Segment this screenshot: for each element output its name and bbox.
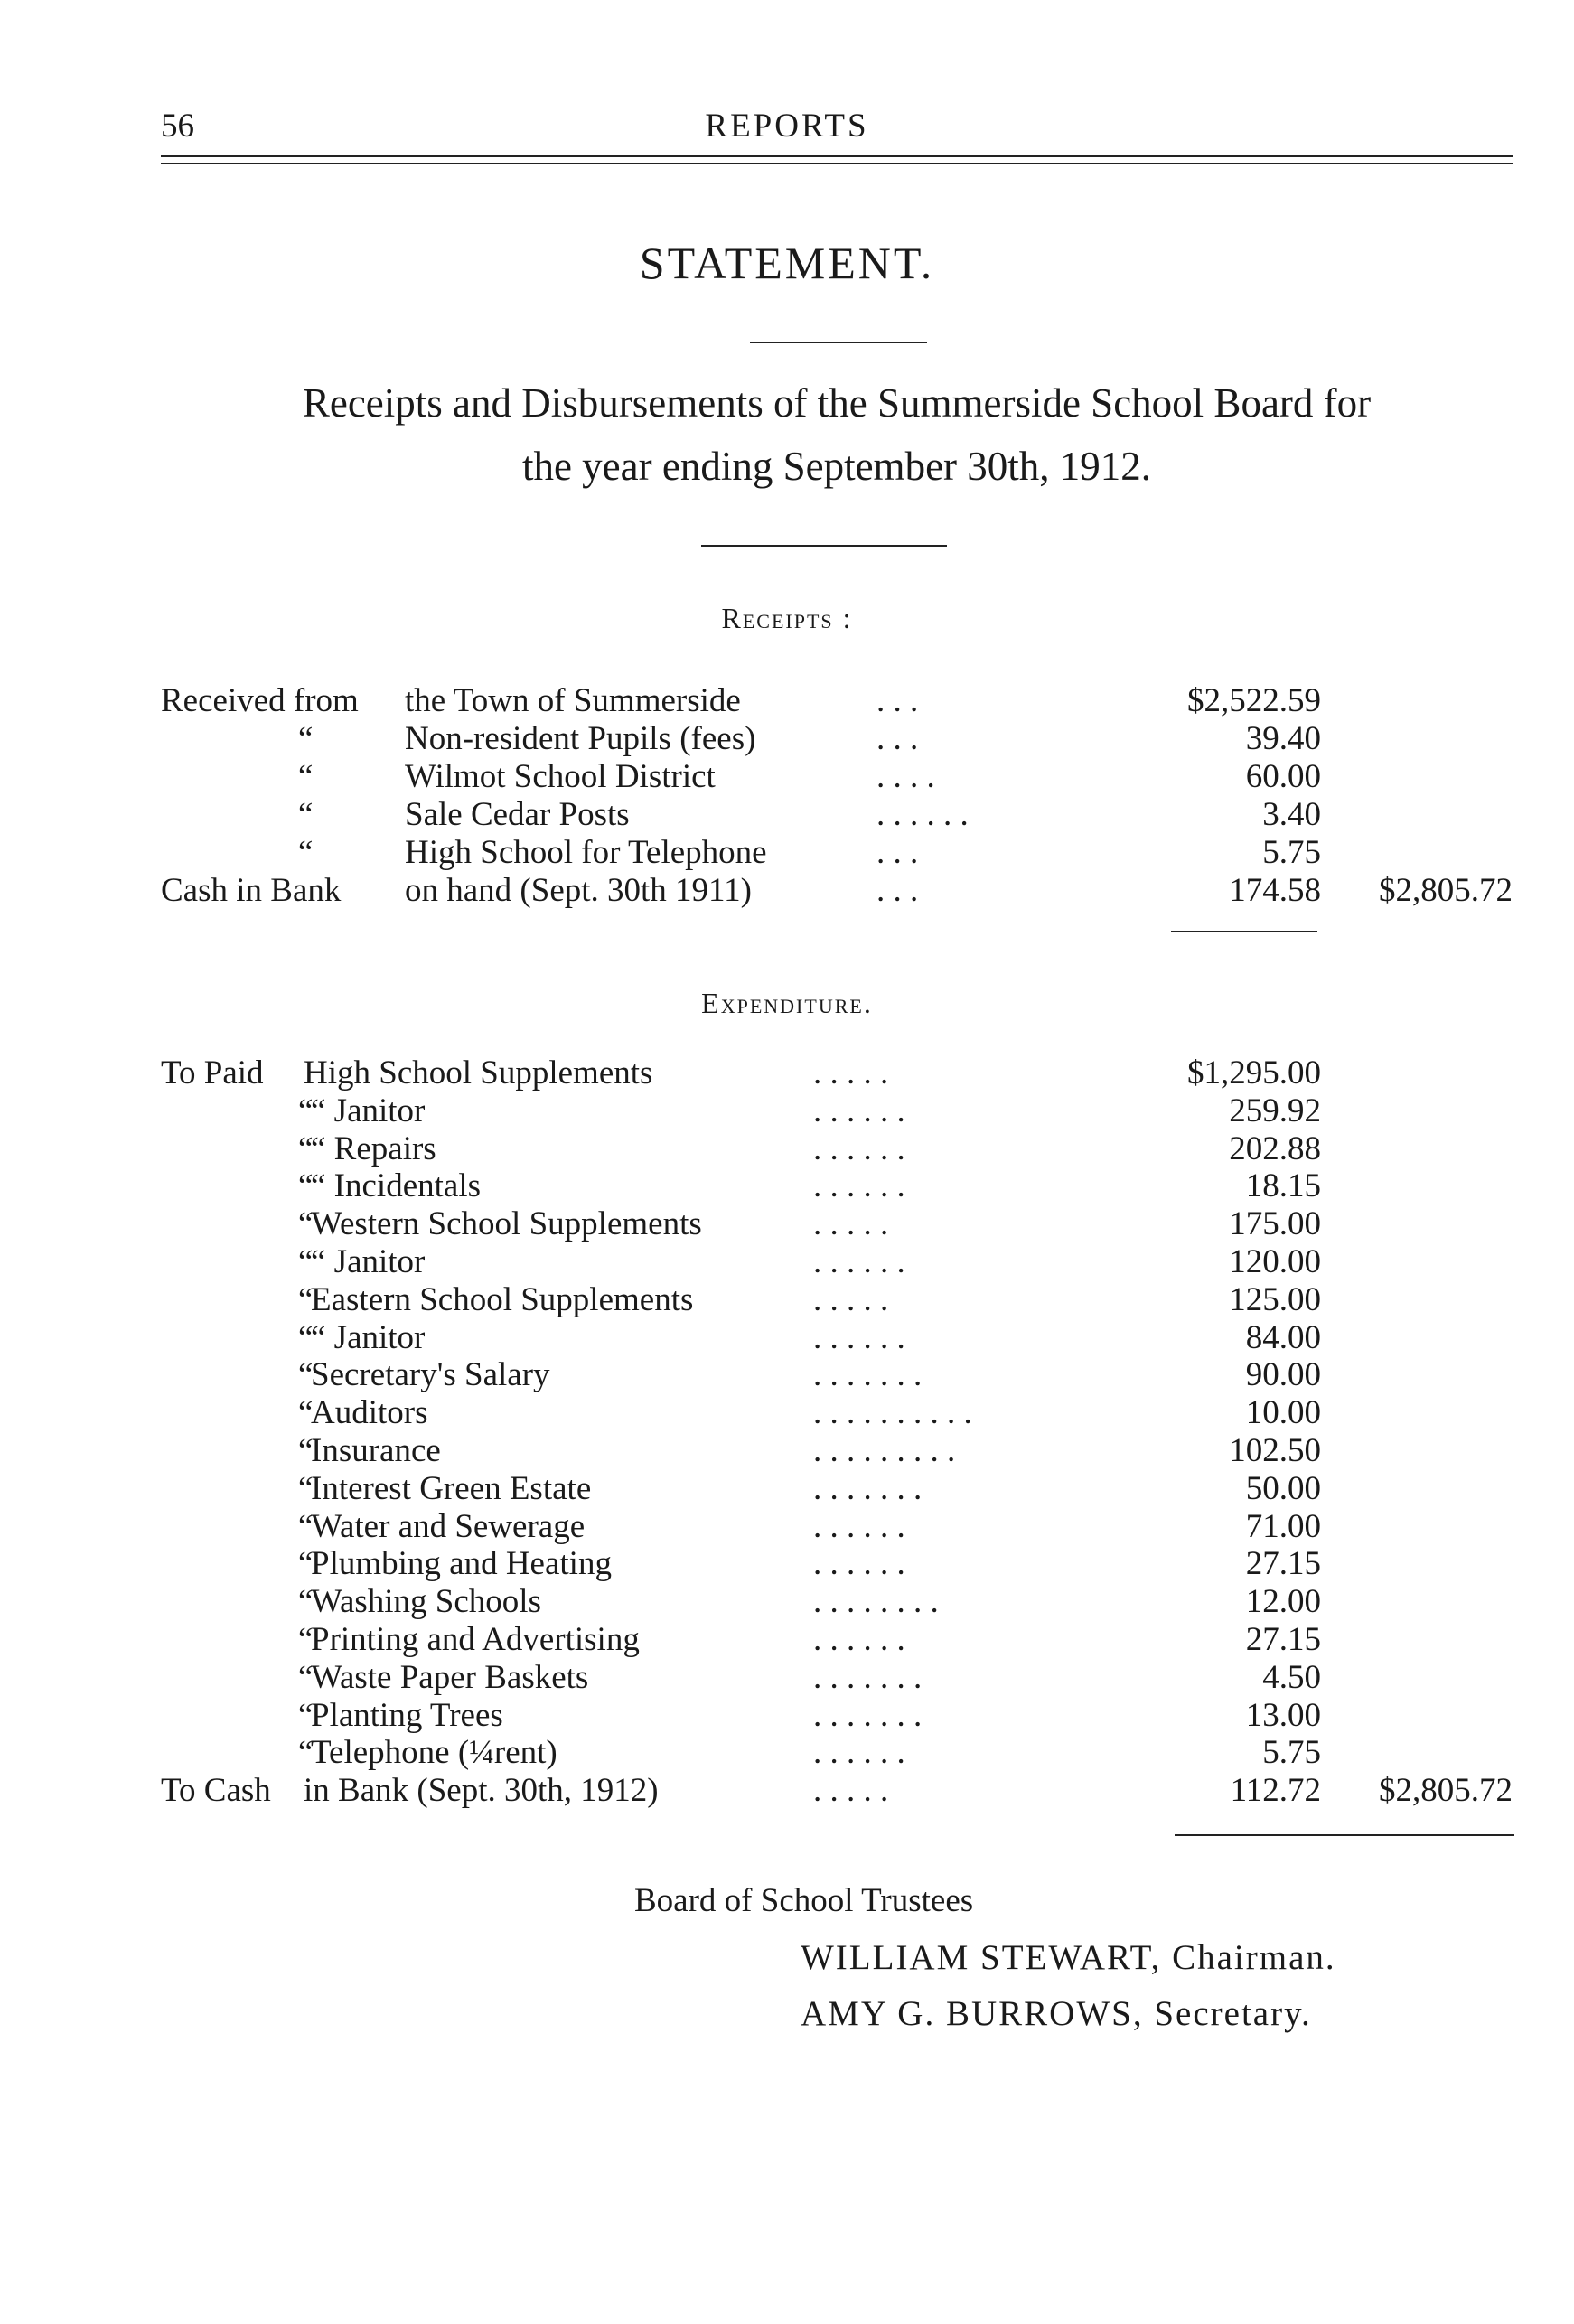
row-label: “ Incidentals [311, 1167, 481, 1205]
receipts-row [0, 795, 1574, 833]
expenditure-row [0, 1242, 1574, 1280]
row-label: the Town of Summerside [405, 682, 741, 719]
page-number: 56 [161, 108, 194, 145]
row-leader-dots: . . . . . . [813, 1734, 905, 1772]
row-prefix: Cash in Bank [161, 872, 342, 909]
row-prefix: “ [298, 720, 314, 757]
row-prefix: “ [298, 1696, 314, 1734]
row-amount: 120.00 [1229, 1243, 1321, 1280]
row-leader-dots: . . . . . . [813, 1167, 905, 1205]
row-prefix: “ [298, 1545, 314, 1583]
row-prefix: “ [298, 1394, 314, 1432]
row-leader-dots: . . . . . . . [813, 1356, 923, 1394]
row-amount: 60.00 [1245, 758, 1321, 795]
row-amount: 4.50 [1262, 1658, 1321, 1696]
row-leader-dots: . . . . [876, 758, 935, 795]
row-prefix: To Paid [161, 1054, 264, 1092]
row-label: Interest Green Estate [311, 1469, 592, 1507]
row-amount: 102.50 [1229, 1432, 1321, 1469]
expenditure-row [0, 1733, 1574, 1771]
row-leader-dots: . . . . . . [876, 796, 969, 833]
header-rule-bottom [161, 163, 1513, 164]
row-leader-dots: . . . [876, 682, 919, 719]
row-leader-dots: . . . . . [813, 1772, 889, 1810]
expenditure-row [0, 1280, 1574, 1318]
receipts-row [0, 833, 1574, 871]
expenditure-row [0, 1393, 1574, 1431]
row-prefix: “ [298, 834, 314, 871]
row-prefix: “ [298, 1280, 314, 1318]
row-total: $2,805.72 [1379, 1772, 1513, 1810]
expenditure-sum-rule [1175, 1834, 1514, 1836]
row-label: Water and Sewerage [311, 1507, 586, 1545]
page-title: STATEMENT. [639, 238, 935, 288]
expenditure-row [0, 1469, 1574, 1507]
row-prefix: “ [298, 1583, 314, 1621]
expenditure-row [0, 1054, 1574, 1092]
row-leader-dots: . . . . . . . . [813, 1583, 939, 1621]
row-prefix: “ [298, 1129, 314, 1167]
row-amount: 18.15 [1245, 1167, 1321, 1205]
receipts-row [0, 719, 1574, 757]
row-leader-dots: . . . . . [813, 1054, 889, 1092]
expenditure-row [0, 1129, 1574, 1167]
intro-line-1: Receipts and Disbursements of the Summerside School Board for [302, 380, 1372, 426]
row-leader-dots: . . . . . . [813, 1129, 905, 1167]
expenditure-row [0, 1092, 1574, 1129]
board-label: Board of School Trustees [634, 1882, 974, 1919]
row-leader-dots: . . . . . . [813, 1318, 905, 1356]
row-leader-dots: . . . [876, 872, 919, 909]
row-prefix: “ [298, 1658, 314, 1696]
row-leader-dots: . . . [876, 720, 919, 757]
row-prefix: “ [298, 1092, 314, 1129]
row-leader-dots: . . . . . . [813, 1507, 905, 1545]
row-label: High School for Telephone [405, 834, 767, 871]
row-label: Auditors [311, 1394, 428, 1432]
row-prefix: “ [298, 796, 314, 833]
expenditure-heading: Expenditure. [701, 987, 873, 1019]
row-prefix: “ [298, 1167, 314, 1205]
expenditure-row [0, 1658, 1574, 1696]
row-prefix: Received from [161, 682, 359, 719]
row-label: Planting Trees [311, 1696, 503, 1734]
row-amount: $2,522.59 [1187, 682, 1321, 719]
row-leader-dots: . . . . . [813, 1280, 889, 1318]
row-amount: 5.75 [1262, 834, 1321, 871]
row-amount: 71.00 [1245, 1507, 1321, 1545]
row-label: “ Janitor [311, 1243, 426, 1280]
expenditure-row [0, 1318, 1574, 1356]
row-amount: 112.72 [1230, 1772, 1321, 1810]
chairman-signature: WILLIAM STEWART, Chairman. [801, 1938, 1336, 1977]
row-label: Western School Supplements [311, 1205, 702, 1243]
secretary-signature: AMY G. BURROWS, Secretary. [801, 1994, 1312, 2033]
row-leader-dots: . . . . . . . . . . [813, 1394, 972, 1432]
row-prefix: “ [298, 1734, 314, 1772]
expenditure-row [0, 1167, 1574, 1204]
receipts-row [0, 871, 1574, 909]
row-label: “ Repairs [311, 1129, 436, 1167]
row-total: $2,805.72 [1379, 872, 1513, 909]
receipts-row [0, 757, 1574, 795]
row-amount: 5.75 [1262, 1734, 1321, 1772]
row-amount: 125.00 [1229, 1280, 1321, 1318]
row-amount: 175.00 [1229, 1205, 1321, 1243]
row-prefix: To Cash [161, 1772, 271, 1810]
row-leader-dots: . . . . . [813, 1205, 889, 1243]
expenditure-row [0, 1582, 1574, 1620]
row-label: on hand (Sept. 30th 1911) [405, 872, 753, 909]
intro-line-2: the year ending September 30th, 1912. [521, 444, 1152, 489]
row-label: High School Supplements [304, 1054, 653, 1092]
row-amount: 39.40 [1245, 720, 1321, 757]
row-prefix: “ [298, 1621, 314, 1658]
row-label: Sale Cedar Posts [405, 796, 630, 833]
row-leader-dots: . . . . . . . [813, 1696, 923, 1734]
row-amount: $1,295.00 [1187, 1054, 1321, 1092]
running-head: REPORTS [705, 108, 869, 145]
row-amount: 12.00 [1245, 1583, 1321, 1621]
row-leader-dots: . . . . . . . [813, 1469, 923, 1507]
row-leader-dots: . . . . . . . [813, 1658, 923, 1696]
row-amount: 259.92 [1229, 1092, 1321, 1129]
row-label: Washing Schools [311, 1583, 541, 1621]
row-prefix: “ [298, 1432, 314, 1469]
row-amount: 202.88 [1229, 1129, 1321, 1167]
row-leader-dots: . . . . . . [813, 1621, 905, 1658]
row-prefix: “ [298, 1243, 314, 1280]
row-amount: 50.00 [1245, 1469, 1321, 1507]
row-label: Plumbing and Heating [311, 1545, 612, 1583]
row-amount: 84.00 [1245, 1318, 1321, 1356]
row-amount: 90.00 [1245, 1356, 1321, 1394]
row-label: Waste Paper Baskets [311, 1658, 589, 1696]
row-leader-dots: . . . . . . [813, 1545, 905, 1583]
expenditure-row [0, 1696, 1574, 1734]
row-amount: 27.15 [1245, 1545, 1321, 1583]
row-label: Wilmot School District [405, 758, 716, 795]
row-prefix: “ [298, 1356, 314, 1394]
row-label: Printing and Advertising [311, 1621, 640, 1658]
expenditure-row [0, 1771, 1574, 1809]
intro-rule [701, 545, 947, 547]
row-prefix: “ [298, 1205, 314, 1243]
expenditure-row [0, 1355, 1574, 1393]
row-label: Telephone (¼rent) [311, 1734, 557, 1772]
row-leader-dots: . . . . . . [813, 1243, 905, 1280]
expenditure-row [0, 1620, 1574, 1658]
row-leader-dots: . . . . . . [813, 1092, 905, 1129]
row-label: “ Janitor [311, 1318, 426, 1356]
expenditure-row [0, 1431, 1574, 1469]
row-prefix: “ [298, 1318, 314, 1356]
row-leader-dots: . . . . . . . . . [813, 1432, 956, 1469]
row-label: in Bank (Sept. 30th, 1912) [304, 1772, 659, 1810]
receipts-heading: Receipts : [721, 602, 853, 634]
row-prefix: “ [298, 758, 314, 795]
row-prefix: “ [298, 1469, 314, 1507]
row-label: Non-resident Pupils (fees) [405, 720, 756, 757]
row-amount: 27.15 [1245, 1621, 1321, 1658]
receipts-row [0, 681, 1574, 719]
row-amount: 13.00 [1245, 1696, 1321, 1734]
row-label: Secretary's Salary [311, 1356, 550, 1394]
header-rule-top [161, 155, 1513, 157]
row-amount: 174.58 [1229, 872, 1321, 909]
row-label: Insurance [311, 1432, 441, 1469]
receipts-sum-rule [1171, 931, 1317, 932]
expenditure-row [0, 1544, 1574, 1582]
row-amount: 3.40 [1262, 796, 1321, 833]
row-label: Eastern School Supplements [311, 1280, 694, 1318]
row-label: “ Janitor [311, 1092, 426, 1129]
expenditure-row [0, 1204, 1574, 1242]
expenditure-row [0, 1507, 1574, 1545]
title-rule [750, 342, 927, 343]
row-amount: 10.00 [1245, 1394, 1321, 1432]
row-prefix: “ [298, 1507, 314, 1545]
row-leader-dots: . . . [876, 834, 919, 871]
